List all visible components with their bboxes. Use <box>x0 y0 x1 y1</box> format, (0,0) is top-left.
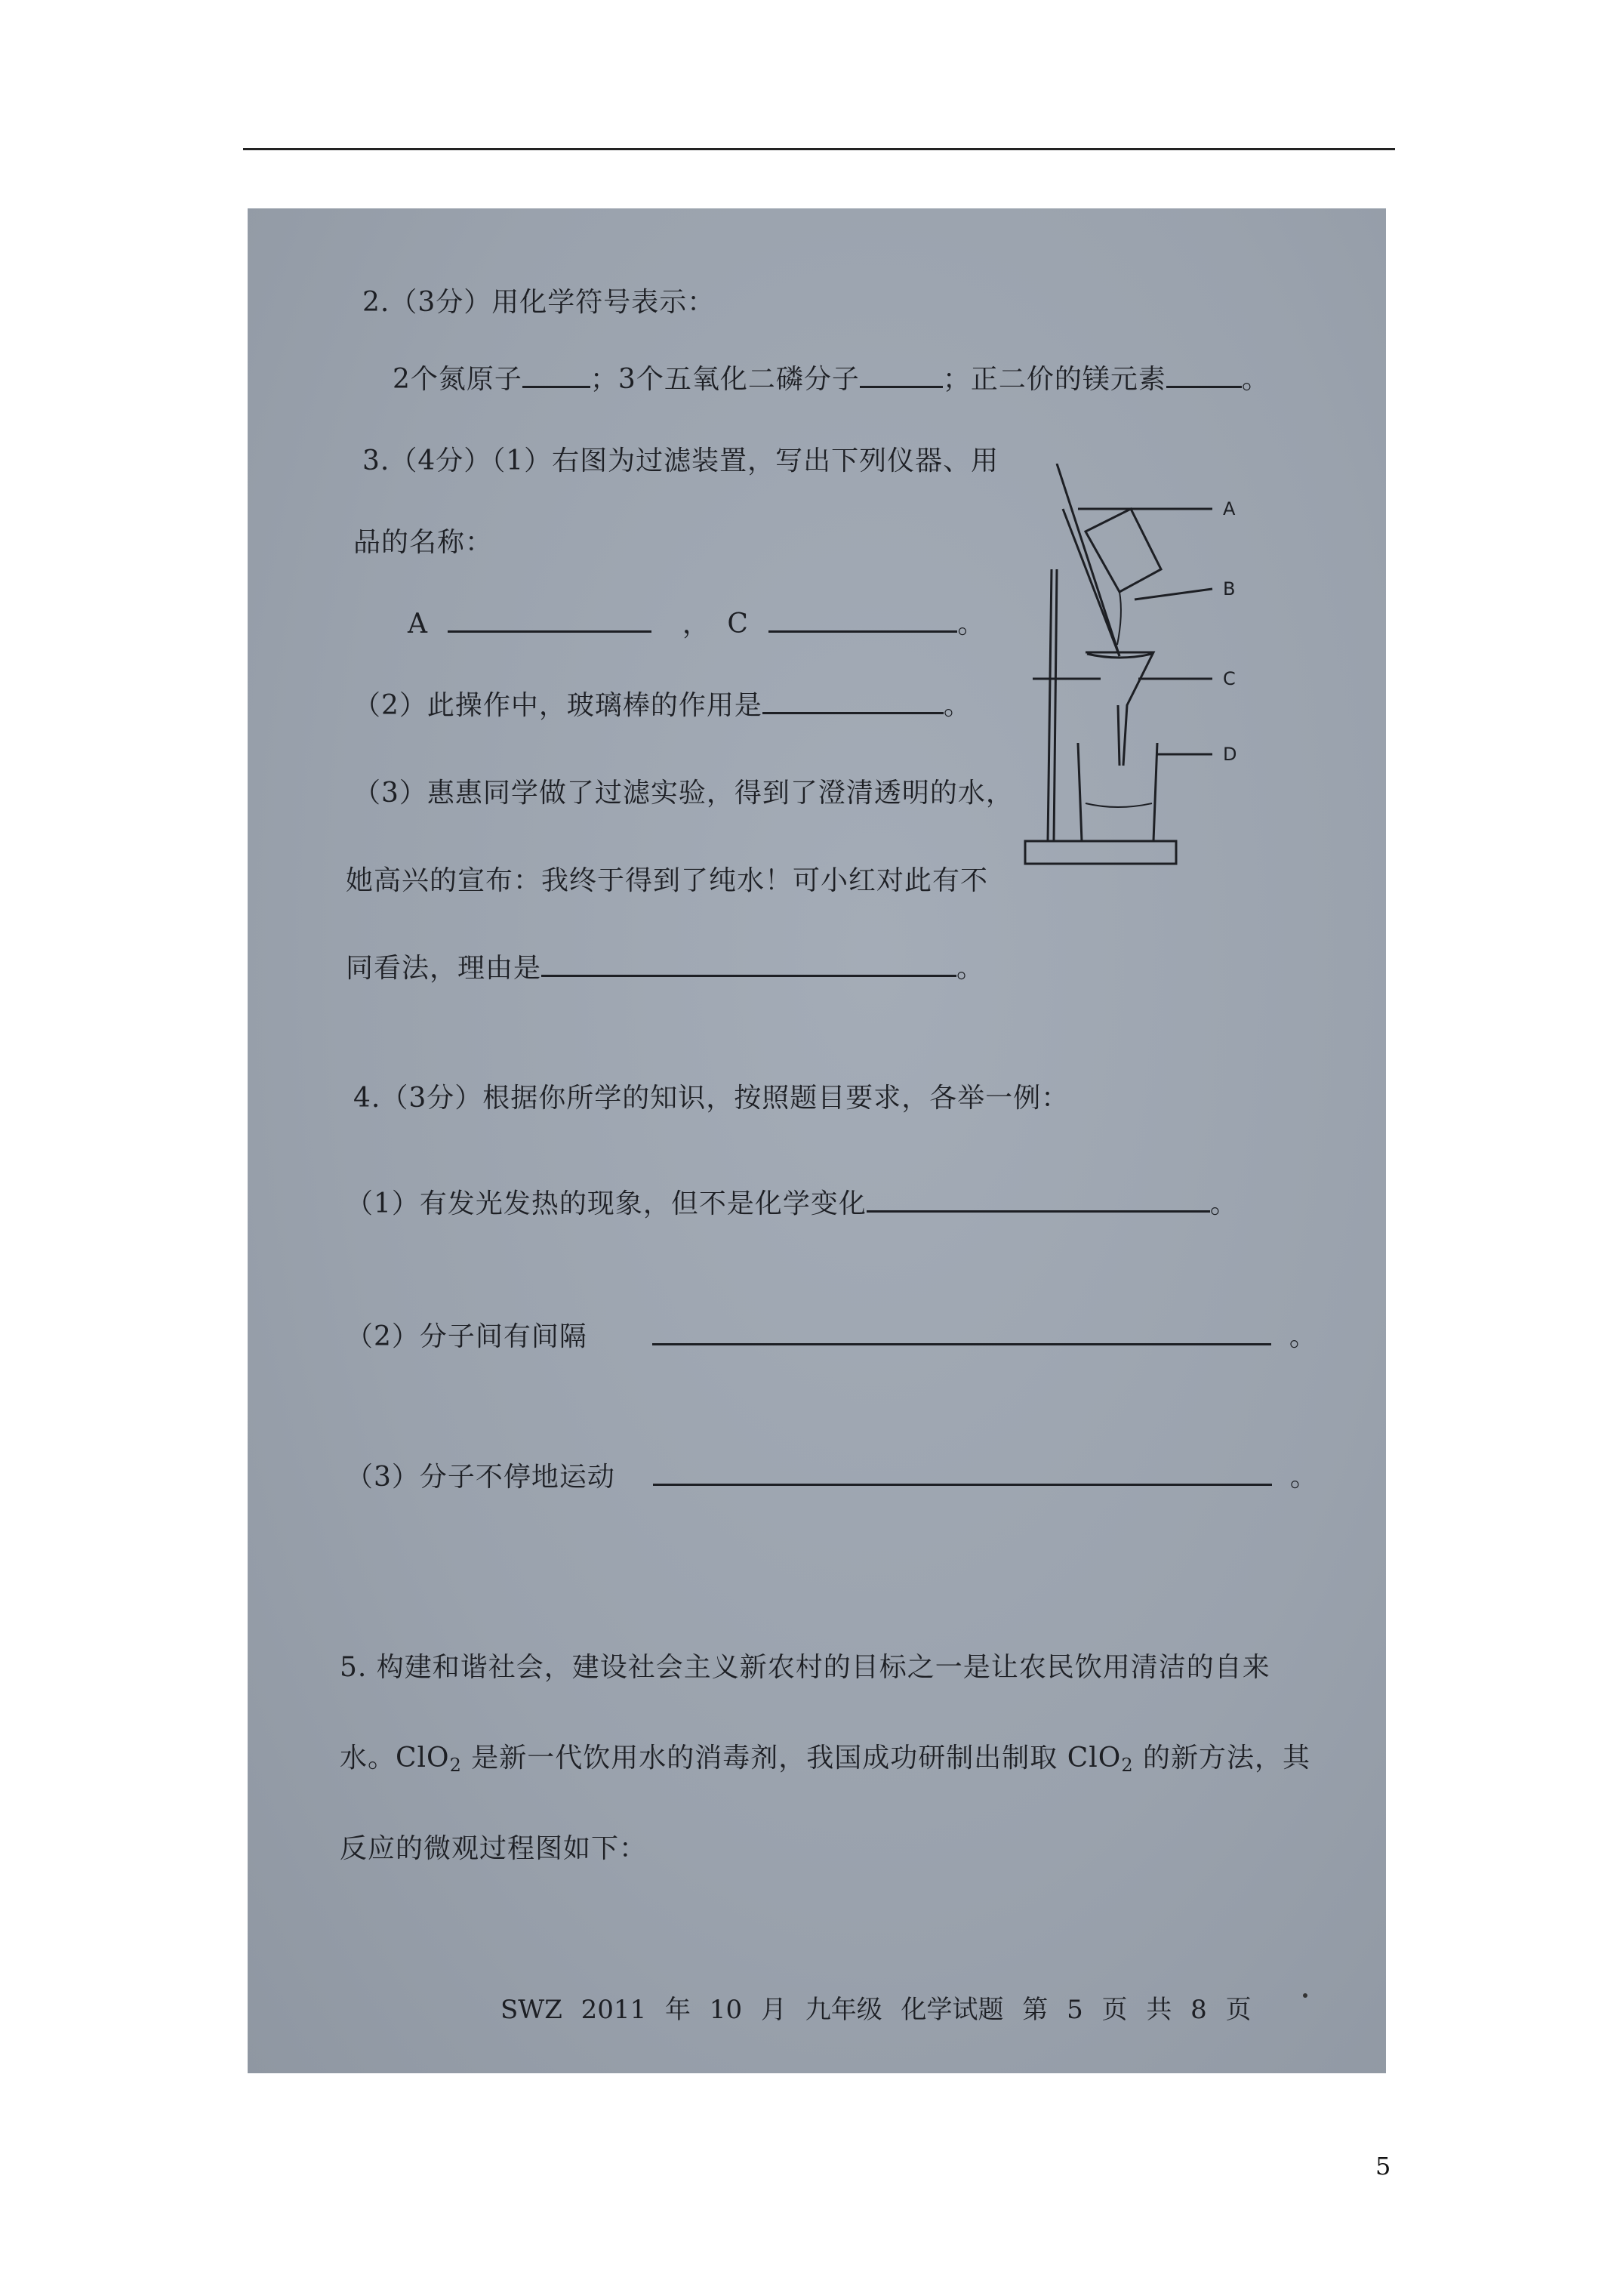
q2-blank1[interactable] <box>522 363 590 388</box>
q3-blank-c[interactable] <box>768 608 957 633</box>
label-c: C <box>1223 668 1236 689</box>
q2-item3: 正二价的镁元素 <box>970 364 1166 395</box>
stand-base <box>1025 841 1176 864</box>
q4-blank-3[interactable] <box>653 1461 1272 1486</box>
beaker-upper <box>1086 509 1161 592</box>
q4-title: 4.（3分）根据你所学的知识，按照题目要求，各举一例： <box>353 1083 1070 1114</box>
label-d: D <box>1223 744 1237 765</box>
q2-blank2[interactable] <box>860 363 943 388</box>
exam-photo <box>248 208 1386 2073</box>
q2-title: 2.（3分）用化学符号表示： <box>362 287 716 318</box>
q4-blank-2[interactable] <box>652 1321 1271 1345</box>
q5-line1: 5. 构建和谐社会，建设社会主义新农村的目标之一是让农民饮用清洁的自来 <box>340 1652 1270 1683</box>
q4-item3: （3）分子不停地运动 。 <box>346 1462 1318 1493</box>
label-b: B <box>1223 578 1236 599</box>
q3-blank-2[interactable] <box>762 689 944 714</box>
q4-item1: （1）有发光发热的现象，但不是化学变化 。 <box>346 1188 1238 1219</box>
speck <box>1303 1993 1307 1998</box>
beaker-lower <box>1078 743 1157 841</box>
q2-item2: 3个五氧化二磷分子 <box>617 364 860 395</box>
q3-part3-line2: 她高兴的宣布：我终于得到了纯水！可小红对此有不 <box>346 865 989 896</box>
q3-title: 3.（4分）（1）右图为过滤装置，写出下列仪器、用 <box>362 445 999 476</box>
q3-blank-3[interactable] <box>541 952 956 977</box>
q3-part2: （2）此操作中，玻璃棒的作用是 。 <box>353 690 972 721</box>
page-number: 5 <box>1375 2152 1391 2180</box>
q5-line3: 反应的微观过程图如下： <box>340 1833 648 1864</box>
exam-footer: SWZ 2011 年 10 月 九年级 化学试题 第 5 页 共 8 页 <box>500 1995 1252 2025</box>
q2-blank3[interactable] <box>1166 363 1242 388</box>
q2-item1: 2个氮原子 <box>393 364 522 395</box>
label-line-b <box>1135 589 1212 599</box>
q4-item2: （2）分子间有间隔 。 <box>346 1321 1317 1352</box>
filtration-apparatus-figure <box>1018 464 1350 886</box>
q3-part3-line3: 同看法，理由是 。 <box>346 953 985 984</box>
q2-items: 2个氮原子 ；3个五氧化二磷分子 ；正二价的镁元素 。 <box>393 364 1270 395</box>
q4-blank-1[interactable] <box>867 1188 1210 1213</box>
label-a: A <box>1223 498 1236 519</box>
q3-part1-answers: A ， C 。 <box>408 609 986 639</box>
glass-rod <box>1057 464 1119 656</box>
q3-part3-line1: （3）惠惠同学做了过滤实验，得到了澄清透明的水， <box>353 778 1014 809</box>
stand-rod <box>1048 569 1052 841</box>
q3-line2: 品的名称： <box>353 527 494 558</box>
header-rule <box>243 148 1395 150</box>
q5-line2: 水。ClO$_2$ 是新一代饮用水的消毒剂，我国成功研制出制取 ClO$_2$ 的新方法，其 <box>340 1743 1311 1776</box>
q3-blank-a[interactable] <box>448 608 651 633</box>
